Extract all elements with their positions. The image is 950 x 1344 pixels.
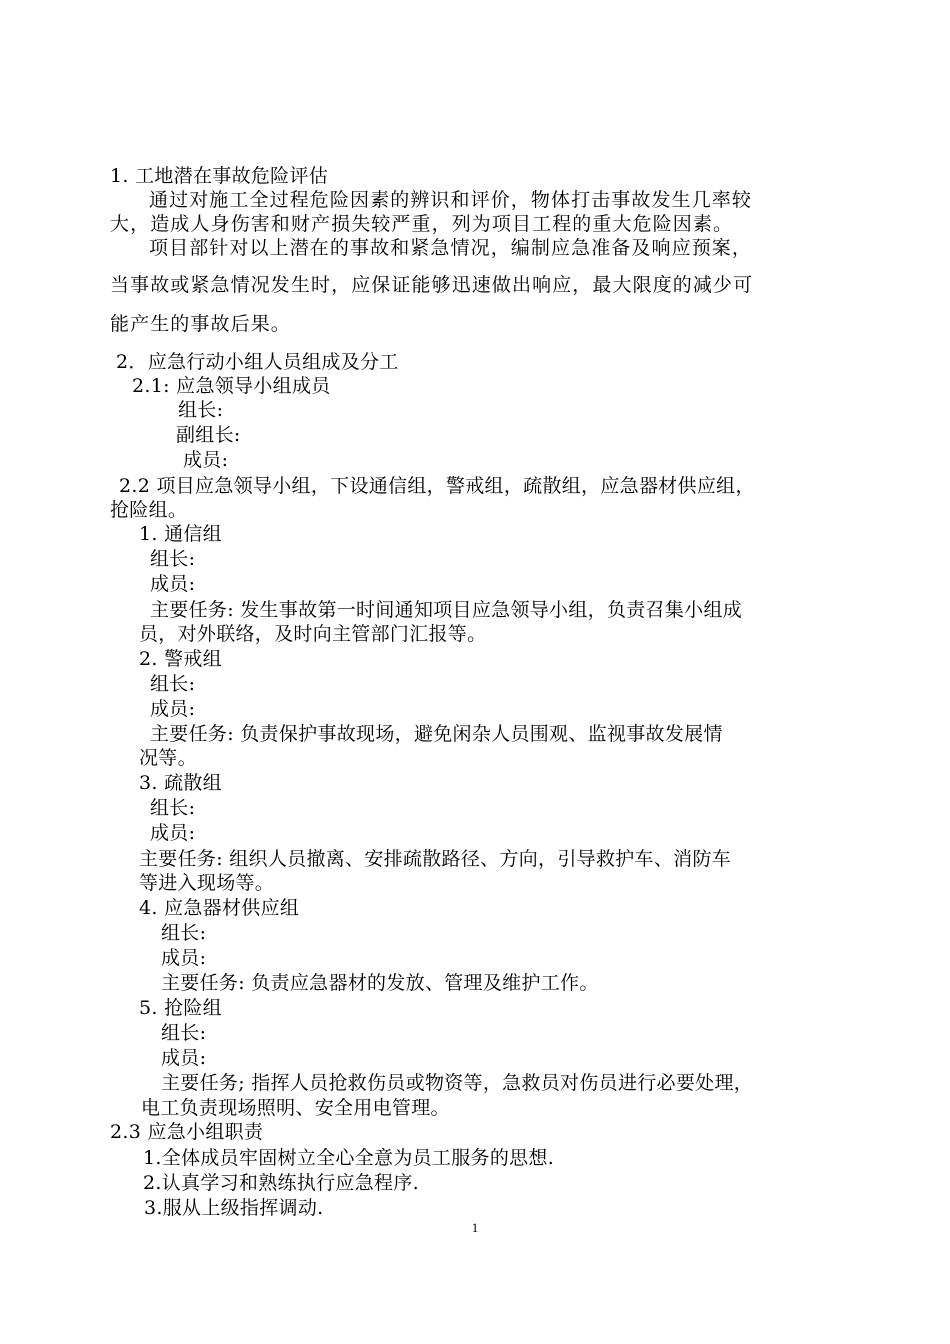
group-5-title: 5. 抢险组 (139, 997, 222, 1019)
sub-2-3-heading: 2.3 应急小组职责 (110, 1121, 264, 1143)
group-4-leader: 组长: (161, 922, 207, 944)
section-2-heading: 2．应急行动小组人员组成及分工 (116, 351, 399, 373)
group-3-members: 成员: (150, 822, 196, 844)
sub-2-1-members: 成员: (183, 449, 229, 471)
group-2-title: 2. 警戒组 (139, 648, 222, 670)
group-2-task-line-1: 主要任务: 负责保护事故现场，避免闲杂人员围观、监视事故发展情 (150, 723, 723, 745)
section-1-heading: 1. 工地潜在事故危险评估 (110, 165, 329, 187)
sub-2-3-item-3: 3.服从上级指挥调动. (144, 1197, 324, 1219)
group-1-task-line-1: 主要任务: 发生事故第一时间通知项目应急领导小组，负责召集小组成 (150, 599, 743, 621)
group-3-task-line-2: 等进入现场等。 (139, 872, 275, 894)
group-2-task-line-2: 况等。 (139, 747, 197, 769)
group-3-task-line-1: 主要任务: 组织人员撤离、安排疏散路径、方向，引导救护车、消防车 (139, 848, 732, 870)
group-4-members: 成员: (161, 947, 207, 969)
sub-2-1-deputy: 副组长: (176, 424, 241, 446)
group-3-title: 3. 疏散组 (139, 772, 222, 794)
group-5-task-line-1: 主要任务; 指挥人员抢救伤员或物资等，急救员对伤员进行必要处理， (161, 1072, 754, 1094)
group-1-members: 成员: (150, 573, 196, 595)
page-number: 1 (471, 1220, 479, 1235)
group-5-task-line-2: 电工负责现场照明、安全用电管理。 (141, 1097, 450, 1119)
group-1-leader: 组长: (150, 548, 196, 570)
group-5-members: 成员: (161, 1047, 207, 1069)
group-2-leader: 组长: (150, 673, 196, 695)
sub-2-1-heading: 2.1: 应急领导小组成员 (132, 375, 331, 397)
section-1-paragraph-2-line-1: 项目部针对以上潜在的事故和紧急情况，编制应急准备及响应预案， (149, 237, 753, 259)
group-5-leader: 组长: (161, 1022, 207, 1044)
group-1-task-line-2: 员，对外联络，及时向主管部门汇报等。 (139, 623, 487, 645)
group-2-members: 成员: (150, 698, 196, 720)
sub-2-3-item-2: 2.认真学习和熟练执行应急程序. (143, 1172, 419, 1194)
section-1-paragraph-2-line-3: 能产生的事故后果。 (110, 313, 291, 335)
sub-2-2-line-2: 抢险组。 (110, 499, 188, 521)
group-4-task-line-1: 主要任务: 负责应急器材的发放、管理及维护工作。 (161, 972, 599, 994)
group-4-title: 4. 应急器材供应组 (139, 897, 300, 919)
section-1-paragraph-1-line-1: 通过对施工全过程危险因素的辨识和评价，物体打击事故发生几率较 (149, 189, 753, 211)
section-1-paragraph-2-line-2: 当事故或紧急情况发生时，应保证能够迅速做出响应，最大限度的减少可 (110, 274, 754, 296)
group-1-title: 1. 通信组 (139, 523, 222, 545)
sub-2-1-leader: 组长: (178, 399, 224, 421)
sub-2-2-line-1: 2.2 项目应急领导小组，下设通信组，警戒组，疏散组，应急器材供应组， (119, 475, 755, 497)
section-1-paragraph-1-line-2: 大，造成人身伤害和财产损失较严重，列为项目工程的重大危险因素。 (110, 213, 734, 235)
sub-2-3-item-1: 1.全体成员牢固树立全心全意为员工服务的思想. (143, 1147, 555, 1169)
group-3-leader: 组长: (150, 797, 196, 819)
